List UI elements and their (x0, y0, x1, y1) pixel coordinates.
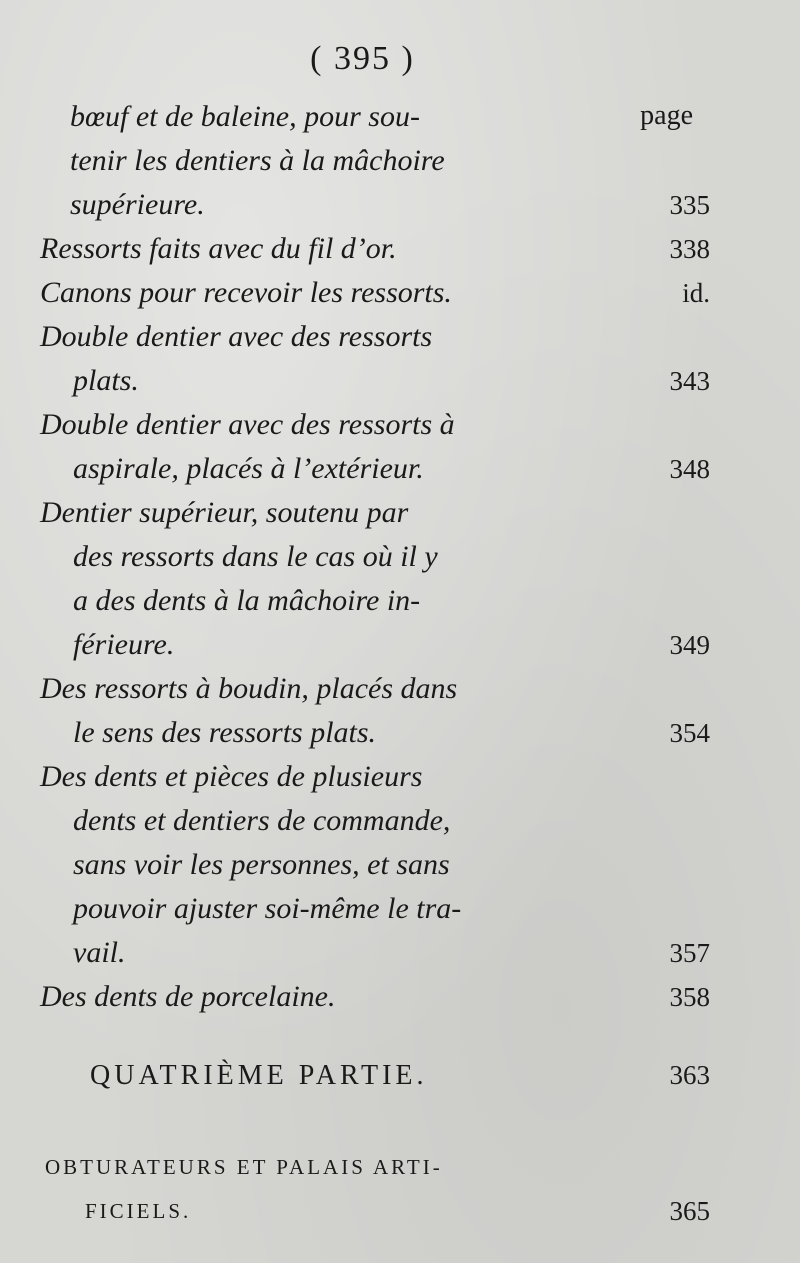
section-title: QUATRIÈME PARTIE. (90, 1060, 428, 1091)
toc-entry-page: 365 (669, 1196, 710, 1226)
toc-entry-text: bœuf et de baleine, pour sou- tenir les dentiers à la mâchoire supérieure. (70, 100, 445, 221)
section-heading (90, 1060, 720, 1092)
toc-entry (40, 315, 720, 403)
toc-entry-page: 354 (669, 718, 710, 748)
toc-entry-page: 343 (669, 366, 710, 396)
toc-entry (40, 227, 720, 271)
toc-entry-page: 335 (669, 190, 710, 220)
toc-entry (40, 975, 720, 1019)
toc-entry-page: 348 (669, 454, 710, 484)
table-of-contents (40, 95, 720, 1019)
toc-entry-text: Ressorts faits avec du fil d’or. (40, 232, 397, 265)
toc-entry-text: Des ressorts à boudin, placés dans le sens des ressorts plats. (40, 672, 458, 749)
toc-entry-page: 338 (669, 234, 710, 264)
toc-entry (40, 95, 720, 227)
toc-entry-text: Double dentier avec des ressorts plats. (40, 320, 433, 397)
toc-entry-page: 349 (669, 630, 710, 660)
toc-entry (40, 491, 720, 667)
toc-entry-text: Canons pour recevoir les ressorts. (40, 276, 452, 309)
toc-entry-text: Dentier supérieur, soutenu par des ressorts dans le cas où il y a des dents à la mâchoire in- férieure. (40, 496, 438, 661)
toc-entry-line: OBTURATEURS ET PALAIS ARTI- (45, 1155, 443, 1179)
toc-entry-text: Des dents de porcelaine. (40, 980, 336, 1013)
toc-entry-smallcaps (45, 1145, 720, 1233)
toc-entry (40, 755, 720, 975)
page-column-label: page (640, 100, 693, 131)
toc-entry-line: FICIELS. (85, 1199, 192, 1223)
toc-entry (40, 667, 720, 755)
toc-entry-text: Double dentier avec des ressorts à aspirale, placés à l’extérieur. (40, 408, 455, 485)
toc-entry (40, 271, 720, 315)
toc-entry (40, 403, 720, 491)
toc-entry-line-with-page (45, 1189, 720, 1233)
toc-entry-page: 357 (669, 938, 710, 968)
toc-entry-page: 358 (669, 982, 710, 1012)
page-number: ( 395 ) (310, 40, 415, 77)
section-page: 363 (669, 1060, 710, 1090)
toc-entry-page: id. (682, 278, 710, 308)
toc-entry-text: Des dents et pièces de plusieurs dents et dentiers de commande, sans voir les personnes, et sans pouvoir ajuster soi-même le tra- vail. (40, 760, 462, 969)
